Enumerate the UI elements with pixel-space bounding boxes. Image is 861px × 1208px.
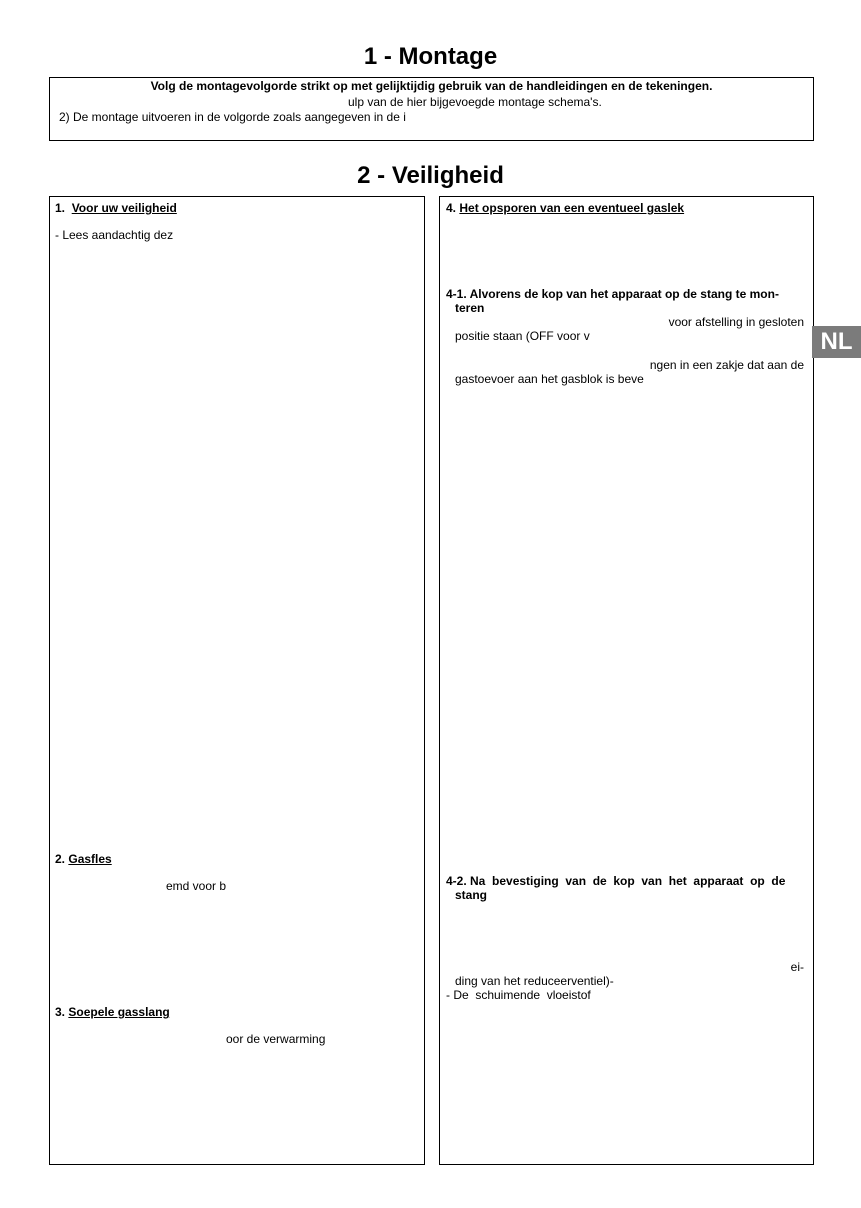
section-4-2-title-line1: 4-2. Na bevestiging van de kop van het apparaat op de [446,874,786,888]
section-1-title: Voor uw veiligheid [71,201,177,215]
montage-instruction-line2: ulp van de hier bijgevoegde montage schema's. [348,95,602,109]
section-2-text: emd voor b [166,879,227,893]
section-4-1-text-4: gastoevoer aan het gasblok is beve [455,372,644,386]
section-4-number: 4. [446,201,457,215]
section-1-text: - Lees aandachtig dez [55,228,174,242]
language-tab-nl: NL [812,326,861,358]
section-4-1-text-1: voor afstelling in gesloten [668,315,804,329]
section-3-title: Soepele gasslang [68,1005,170,1019]
montage-box [49,77,814,141]
montage-instruction-bold: Volg de montagevolgorde strikt op met gelijktijdig gebruik van de handleidingen en de tekeningen. [150,79,713,93]
section-4-2-text-1: ei- [790,960,804,974]
section-4-1-text-3: ngen in een zakje dat aan de [649,358,804,372]
montage-instruction-line3: 2) De montage uitvoeren in de volgorde zoals aangegeven in de i [59,110,406,124]
section-2-number: 2. [55,852,66,866]
section-3-number: 3. [55,1005,66,1019]
section-4-2-text-2: ding van het reduceerventiel)- [455,974,614,988]
right-column-box [439,196,814,1165]
section-4-2-text-3: - De schuimende vloeistof [446,988,591,1002]
left-column-box [49,196,425,1165]
section-1-number: 1. [55,201,66,215]
veiligheid-heading: 2 - Veiligheid [357,162,504,189]
section-4-heading [446,201,684,215]
section-2-title: Gasfles [68,852,112,866]
section-3-heading [55,1005,170,1019]
section-4-1-title-line1: 4-1. Alvorens de kop van het apparaat op de stang te mon- [446,287,779,301]
montage-heading: 1 - Montage [363,43,498,70]
section-2-heading [55,852,112,866]
section-1-heading [55,201,177,215]
section-4-1-title-line2: teren [455,301,485,315]
section-4-2-title-line2: stang [455,888,488,902]
section-3-text: oor de verwarming [226,1032,326,1046]
section-4-title: Het opsporen van een eventueel gaslek [459,201,685,215]
section-4-1-text-2: positie staan (OFF voor v [455,329,590,343]
